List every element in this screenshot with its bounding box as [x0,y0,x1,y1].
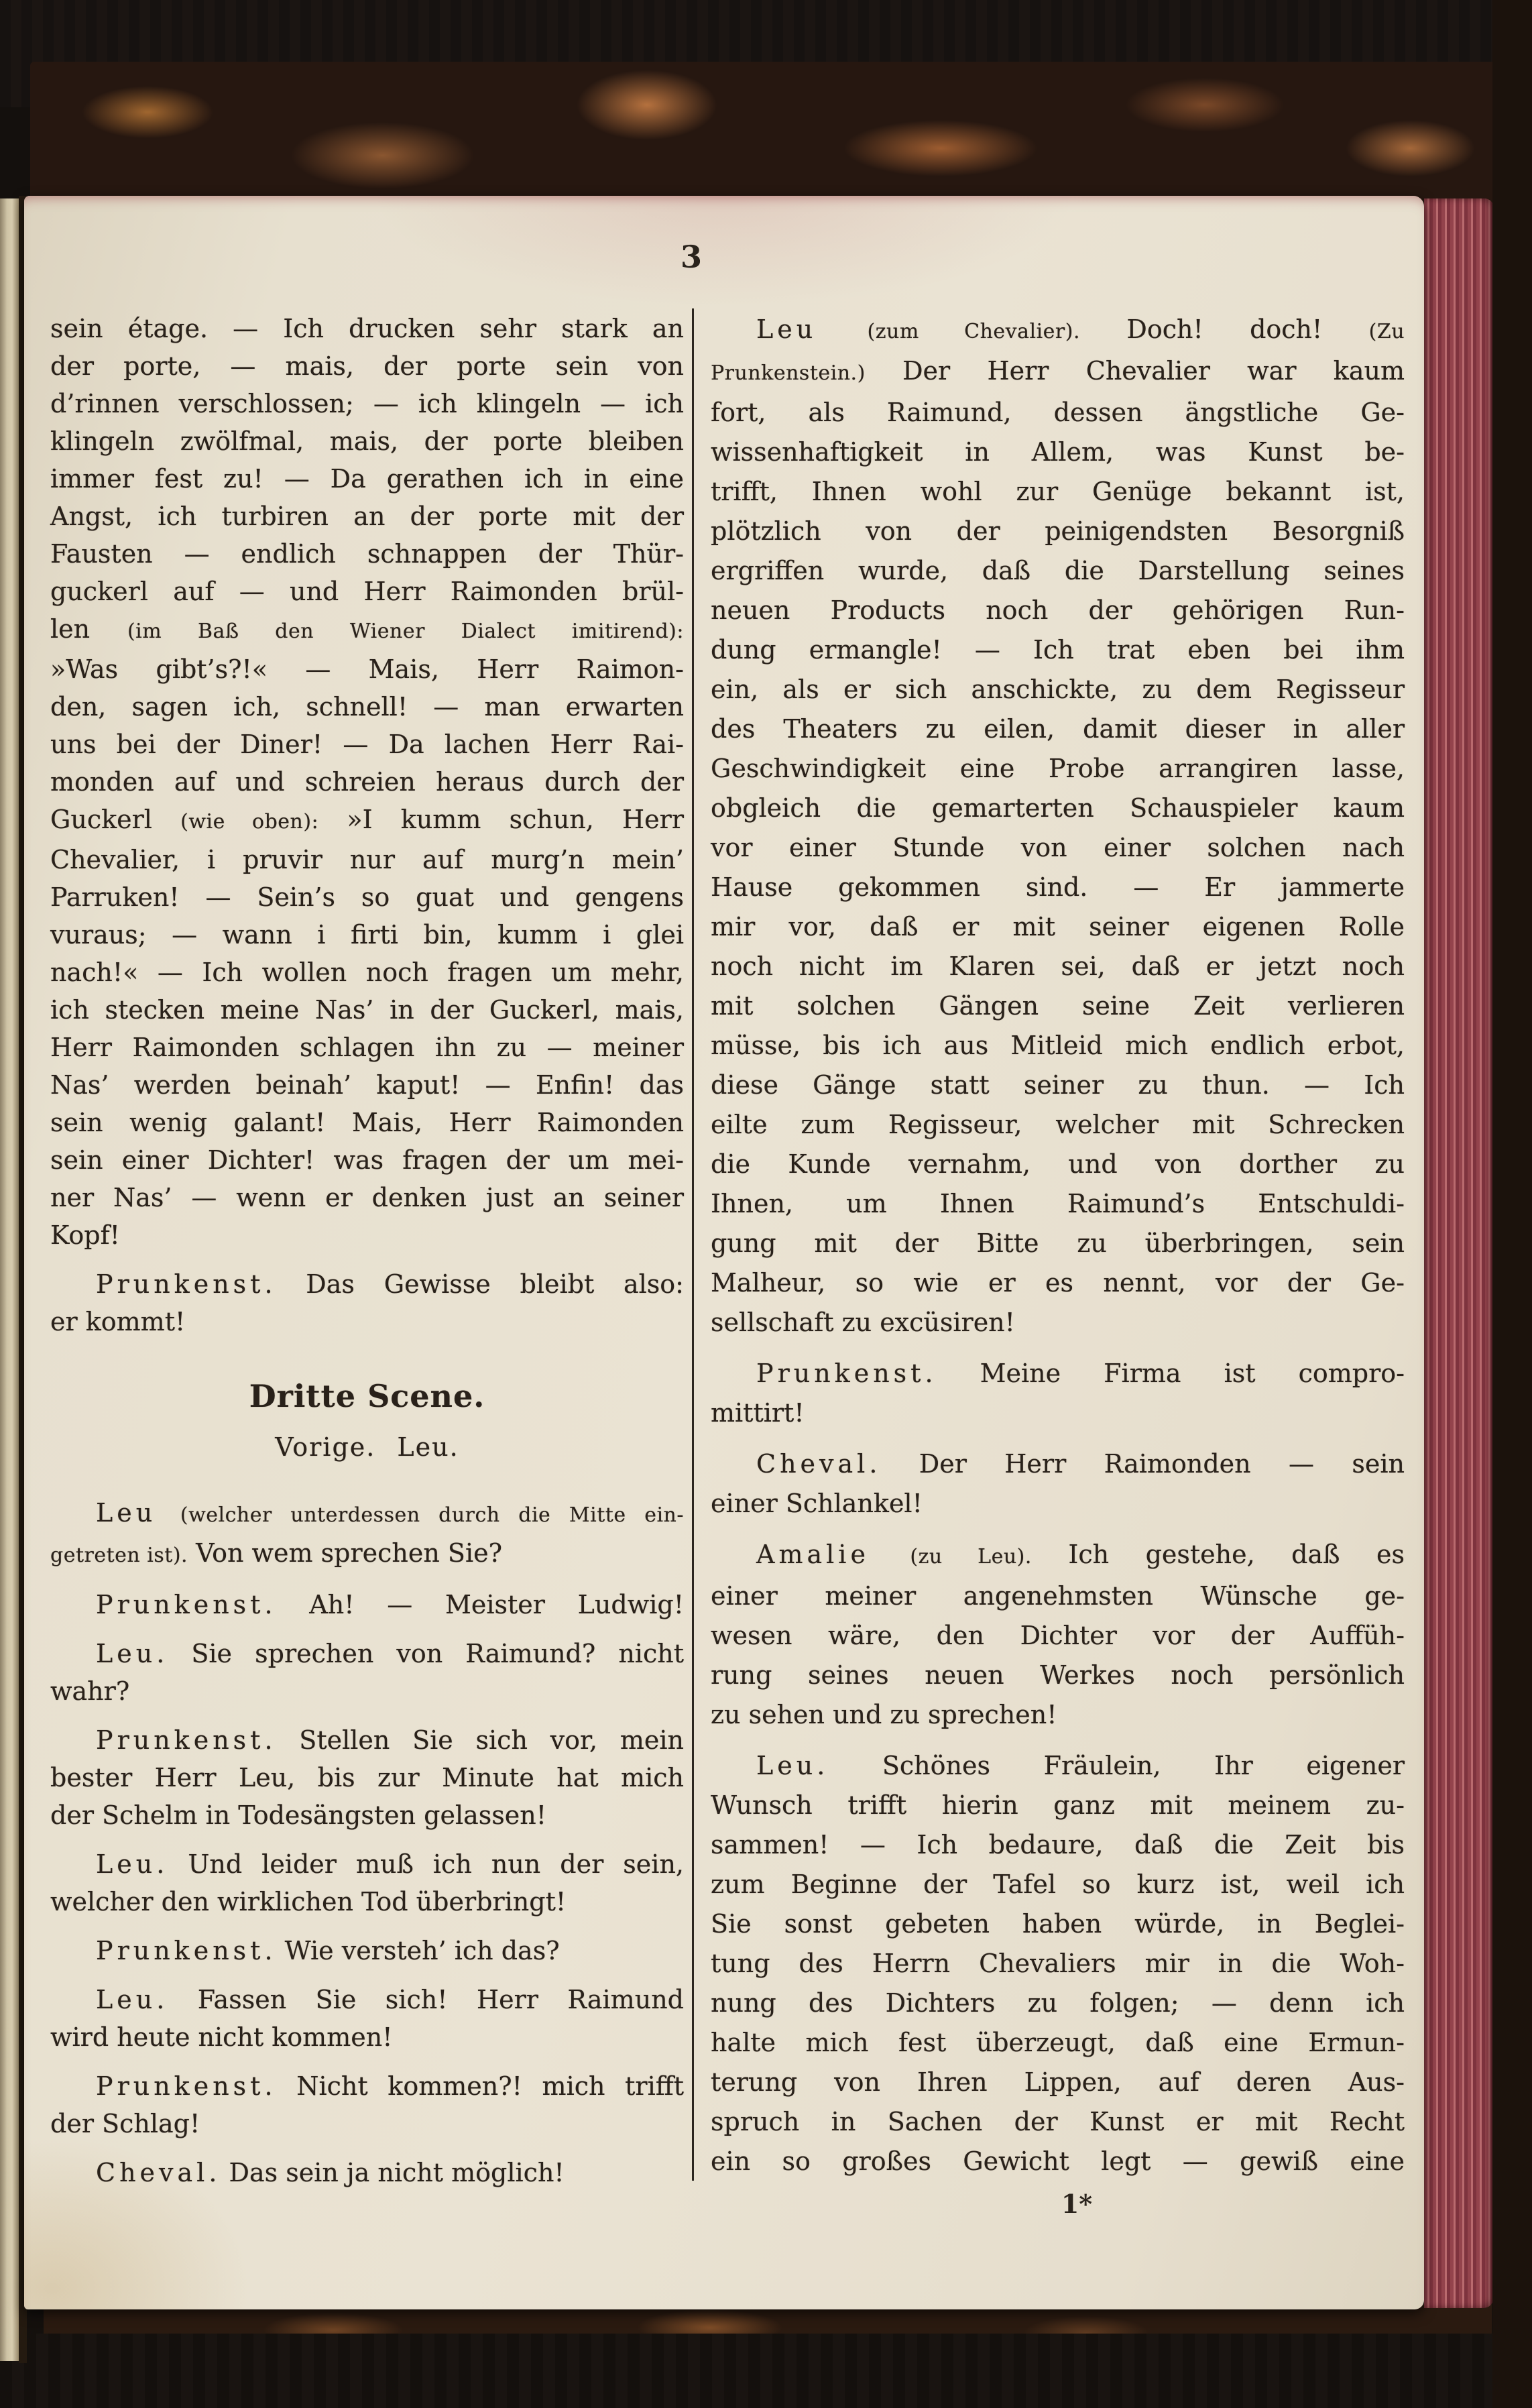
text-line: mittirt! [711,1398,805,1428]
speaker-name: Prunkenst. [96,1590,277,1619]
text-line: ein, als er sich anschickte, zu dem Regisseur [711,675,1405,704]
text-line: dung ermangle! — Ich trat eben bei ihm [711,635,1405,665]
text-line: plötzlich von der peinigendsten Besorgniß [711,516,1405,546]
text-line: ich stecken meine Nas’ in der Guckerl, mais, [50,995,684,1025]
stage-direction: (im Baß den Wiener Dialect imitirend): [127,620,684,643]
text-line: Leu (zum Chevalier). Doch! doch! (Zu [756,314,1405,344]
stage-direction: (wie oben): [180,810,319,834]
text-line: nung des Dichters zu folgen; — denn ich [711,1988,1405,2018]
text-line: spruch in Sachen der Kunst er mit Recht [711,2107,1405,2136]
text-line: den, sagen ich, schnell! — man erwarten [50,692,684,722]
text-line: sein einer Dichter! was fragen der um mei- [50,1145,684,1175]
stage-direction: (Zu [1368,320,1405,343]
text-line: die Kunde vernahm, und von dorther zu [711,1149,1405,1179]
speaker-name: Prunkenst. [96,2071,277,2101]
text-line: gung mit der Bitte zu überbringen, sein [711,1228,1405,1258]
text-line: Wunsch trifft hierin ganz mit meinem zu- [711,1790,1405,1820]
text-line: er kommt! [50,1307,186,1336]
book-page [24,196,1424,2309]
stage-direction: (zum Chevalier). [867,320,1081,343]
text-line: diese Gänge statt seiner zu thun. — Ich [711,1070,1405,1100]
book-cover-right [1492,0,1532,2408]
text-line: nach!« — Ich wollen noch fragen um mehr, [50,958,684,987]
speaker-name: Prunkenst. [96,1725,277,1755]
text-line: mir vor, daß er mit seiner eigenen Rolle [711,912,1405,941]
text-line: neuen Products noch der gehörigen Run- [711,595,1405,625]
book-fore-edge [1424,198,1494,2308]
speaker-name: Prunkenst. [96,1269,277,1299]
text-line: einer Schlankel! [711,1489,923,1518]
text-line: Hause gekommen sind. — Er jammerte [711,872,1405,902]
text-line: Fausten — endlich schnappen der Thür- [50,539,684,569]
text-line: Leu. Sie sprechen von Raimund? nicht [96,1639,684,1668]
text-line: Prunkenst. Wie versteh’ ich das? [96,1936,560,1965]
text-line: der Schlag! [50,2109,200,2138]
text-line: Chevalier, i pruvir nur auf murg’n mein’ [50,845,684,874]
signature-mark: 1* [1061,2189,1093,2219]
text-line: Cheval. Das sein ja nicht möglich! [96,2158,565,2187]
text-line: Dritte Scene. [249,1378,485,1414]
page-number: 3 [680,239,702,275]
text-line: d’rinnen verschlossen; — ich klingeln — ich [50,389,684,418]
text-line: mit solchen Gängen seine Zeit verlieren [711,991,1405,1021]
text-line: Kopf! [50,1220,120,1250]
text-line: eilte zum Regisseur, welcher mit Schrecken [711,1110,1405,1139]
text-line: Leu. Schönes Fräulein, Ihr eigener [756,1751,1405,1780]
text-line: des Theaters zu eilen, damit dieser in aller [711,714,1405,744]
text-line: müsse, bis ich aus Mitleid mich endlich erbot, [711,1031,1405,1060]
left-text-column [50,310,684,2191]
text-line: Ihnen, um Ihnen Raimund’s Entschuldi- [711,1189,1405,1218]
text-line: Herr Raimonden schlagen ihn zu — meiner [50,1033,684,1062]
text-line: zu sehen und zu sprechen! [711,1700,1057,1729]
speaker-name: Cheval. [96,2158,221,2187]
stage-direction: Prunkenstein.) [711,361,866,385]
marbled-cover-top [30,62,1498,206]
text-line: monden auf und schreien heraus durch der [50,767,684,797]
text-line [50,1494,684,1534]
text-line: guckerl auf — und Herr Raimonden brül- [50,577,684,606]
text-line: Angst, ich turbiren an der porte mit der [50,502,684,531]
text-line: Prunkenst. Nicht kommen?! mich trifft [96,2071,684,2101]
text-line: Vorige. Leu. [275,1432,459,1462]
text-line: sein wenig galant! Mais, Herr Raimonden [50,1108,684,1137]
text-line: Amalie (zu Leu). Ich gestehe, daß es [756,1540,1405,1569]
text-line: Leu. Fassen Sie sich! Herr Raimund [96,1985,684,2014]
speaker-name: Leu. [96,1849,169,1879]
text-line: vuraus; — wann i firti bin, kumm i glei [50,920,684,950]
speaker-name: Leu [96,1498,180,1528]
text-line: sein étage. — Ich drucken sehr stark an [50,314,684,343]
speaker-name: Prunkenst. [96,1936,277,1965]
text-line: fort, als Raimund, dessen ängstliche Ge- [711,398,1405,427]
text-line: immer fest zu! — Da gerathen ich in eine [50,464,684,494]
text-line: sammen! — Ich bedaure, daß die Zeit bis [711,1830,1405,1859]
text-line: einer meiner angenehmsten Wünsche ge- [711,1581,1405,1611]
speaker-name: Leu. [96,1639,169,1668]
text-line: Geschwindigkeit eine Probe arrangiren lasse, [711,754,1405,783]
text-line: Cheval. Der Herr Raimonden — sein [756,1449,1405,1479]
text-line: Sie sonst gebeten haben würde, in Beglei- [711,1909,1405,1939]
speaker-name: Leu. [756,1751,829,1780]
speaker-name: Prunkenst. [756,1359,937,1388]
text-line: Prunkenst. Das Gewisse bleibt also: [96,1269,684,1299]
text-line: rung seines neuen Werkes noch persönlich [711,1660,1405,1690]
text-line: terung von Ihren Lippen, auf deren Aus- [711,2067,1405,2097]
text-line: Malheur, so wie er es nennt, vor der Ge- [711,1268,1405,1298]
opposite-page-edge [0,198,20,2361]
right-text-column [711,310,1405,2181]
text-line: Prunkenst. Meine Firma ist compro- [756,1359,1405,1388]
book-binding-bottom [0,2334,1532,2408]
text-line: wissenhaftigkeit in Allem, was Kunst be- [711,437,1405,467]
text-line: uns bei der Diner! — Da lachen Herr Rai- [50,730,684,759]
speaker-name: Amalie [756,1540,910,1569]
text-line: wahr? [50,1676,130,1706]
text-line: ner Nas’ — wenn er denken just an seiner [50,1183,684,1212]
text-line: tung des Herrn Chevaliers mir in die Woh- [711,1949,1405,1978]
text-line: vor einer Stunde von einer solchen nach [711,833,1405,862]
text-line: ein so großes Gewicht legt — gewiß eine [711,2146,1405,2176]
text-line: Prunkenst. Ah! — Meister Ludwig! [96,1590,684,1619]
text-line: halte mich fest überzeugt, daß eine Ermun- [711,2028,1405,2057]
stage-direction: (welcher unterdessen durch die Mitte ein- [180,1503,684,1527]
column-divider-rule [692,308,694,2181]
text-line: len (im Baß den Wiener Dialect imitirend): [50,614,684,644]
text-line: der Schelm in Todesängsten gelassen! [50,1800,547,1830]
text-line: bester Herr Leu, bis zur Minute hat mich [50,1763,684,1792]
text-line: Nas’ werden beinah’ kaput! — Enfin! das [50,1070,684,1100]
text-line: noch nicht im Klaren sei, daß er jetzt noch [711,952,1405,981]
stage-direction: getreten ist). [50,1544,188,1567]
text-line: Prunkenstein.) Der Herr Chevalier war kaum [711,356,1405,386]
speaker-name: Leu [756,314,868,344]
text-line: obgleich die gemarterten Schauspieler kaum [711,793,1405,823]
text-line: klingeln zwölfmal, mais, der porte bleiben [50,426,684,456]
text-line: der porte, — mais, der porte sein von [50,351,684,381]
text-line: wird heute nicht kommen! [50,2022,393,2052]
text-line: Leu. Und leider muß ich nun der sein, [96,1849,684,1879]
text-line: wesen wäre, den Dichter vor der Auffüh- [711,1621,1405,1650]
text-line: welcher den wirklichen Tod überbringt! [50,1887,567,1916]
text-line: sellschaft zu excüsiren! [711,1308,1015,1337]
text-line: zum Beginne der Tafel so kurz ist, weil ich [711,1870,1405,1899]
text-line: getreten ist). Von wem sprechen Sie? [50,1538,502,1568]
text-line: trifft, Ihnen wohl zur Genüge bekannt ist, [711,477,1405,506]
text-line: »Was gibt’s?!« — Mais, Herr Raimon- [50,654,684,684]
speaker-name: Leu. [96,1985,169,2014]
text-line: ergriffen wurde, daß die Darstellung seines [711,556,1405,585]
text-line: Guckerl (wie oben): »I kumm schun, Herr [50,805,684,834]
text-line: Prunkenst. Stellen Sie sich vor, mein [96,1725,684,1755]
text-line: Parruken! — Sein’s so guat und gengens [50,882,684,912]
stage-direction: (zu Leu). [910,1545,1032,1568]
speaker-name: Cheval. [756,1449,882,1479]
